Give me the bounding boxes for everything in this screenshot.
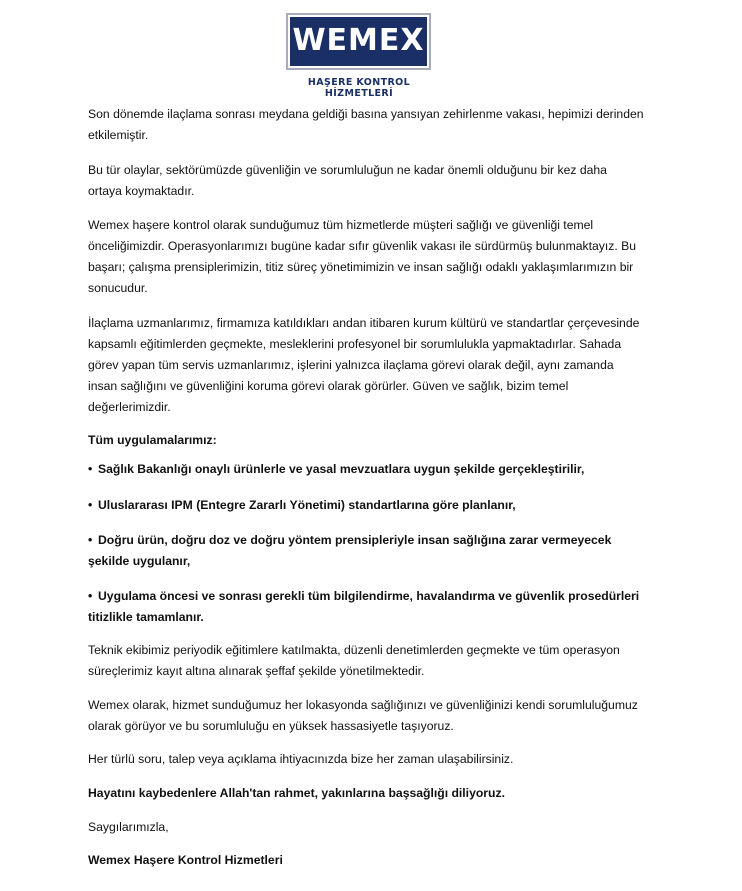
paragraph-sector: Bu tür olaylar, sektörümüzde güvenliğin ve sorumluluğun ne kadar önemli olduğunu bir kez daha ortaya koymaktadır.	[88, 163, 607, 198]
bullet-text: Sağlık Bakanlığı onaylı ürünlerle ve yasal mevzuatlara uygun şekilde gerçekleştirilir,	[98, 462, 585, 476]
paragraph-safety-priority: Wemex haşere kontrol olarak sunduğumuz tüm hizmetlerde müşteri sağlığı ve güvenliği temel önceliğimizdir. Operasyonlarımızı bugüne kadar sıfır güvenlik vakası ile sürdürmüş bulunmaktayız. Bu başarı; çalışma prensiplerimizin, titiz süreç yönetimimizin ve insan sağlığı odaklı yaklaşımlarımızın bir sonucudur.	[88, 218, 637, 295]
paragraph-responsibility: Wemex olarak, hizmet sunduğumuz her lokasyonda sağlığınızı ve güvenliğinizi kendi sorumluluğumuz olarak görüyor ve bu sorumluluğu en yüksek hassasiyetle taşıyoruz.	[88, 698, 638, 733]
bullet-item	[88, 459, 584, 480]
signature: Wemex Haşere Kontrol Hizmetleri	[88, 853, 283, 867]
letterhead	[0, 0, 742, 99]
wemex-logo	[286, 13, 431, 70]
practices-heading: Tüm uygulamalarımız:	[88, 433, 217, 447]
condolence-line: Hayatını kaybedenlere Allah'tan rahmet, yakınlarına başsağlığı diliyoruz.	[88, 786, 505, 800]
bullet-item	[88, 586, 644, 628]
bullet-icon: •	[88, 533, 93, 547]
bullet-text: Uygulama öncesi ve sonrası gerekli tüm bilgilendirme, havalandırma ve güvenlik prosedürleri titizlikle tamamlanır.	[88, 589, 640, 624]
logo-wordmark: WEMEX	[292, 23, 425, 58]
paragraph-training: İlaçlama uzmanlarımız, firmamıza katıldıkları andan itibaren kurum kültürü ve standartlar çerçevesinde kapsamlı eğitimlerden geçmekte, mesleklerini profesyonel bir sorumlulukla yapmaktadırlar. Sahada görev yapan tüm servis uzmanlarımız, işlerini yalnızca ilaçlama görevi olarak değil, aynı zamanda insan sağlığını ve güvenliğini koruma görevi olarak görürler. Güven ve sağlık, bizim temel değerlerimizdir.	[88, 316, 640, 414]
paragraph-audits: Teknik ekibimiz periyodik eğitimlere katılmakta, düzenli denetimlerden geçmekte ve tüm operasyon süreçlerimiz kayıt altına alınarak şeffaf şekilde yönetilmektedir.	[88, 643, 620, 678]
bullet-icon: •	[88, 462, 93, 476]
paragraph-contact: Her türlü soru, talep veya açıklama ihtiyacınızda bize her zaman ulaşabilirsiniz.	[88, 752, 514, 766]
closing-greeting: Saygılarımızla,	[88, 820, 169, 834]
logo-subtitle: HAŞERE KONTROL HİZMETLERİ	[307, 77, 411, 99]
bullet-text: Uluslararası IPM (Entegre Zararlı Yönetimi) standartlarına göre planlanır,	[98, 498, 516, 512]
paragraph-incident: Son dönemde ilaçlama sonrası meydana geldiği basına yansıyan zehirlenme vakası, hepimizi derinden etkilemiştir.	[88, 107, 644, 142]
bullet-icon: •	[88, 589, 93, 603]
bullet-icon: •	[88, 498, 93, 512]
bullet-item	[88, 495, 516, 516]
bullet-text: Doğru ürün, doğru doz ve doğru yöntem prensipleriyle insan sağlığına zarar vermeyecek şekilde uygulanır,	[88, 533, 612, 568]
bullet-item	[88, 530, 644, 572]
